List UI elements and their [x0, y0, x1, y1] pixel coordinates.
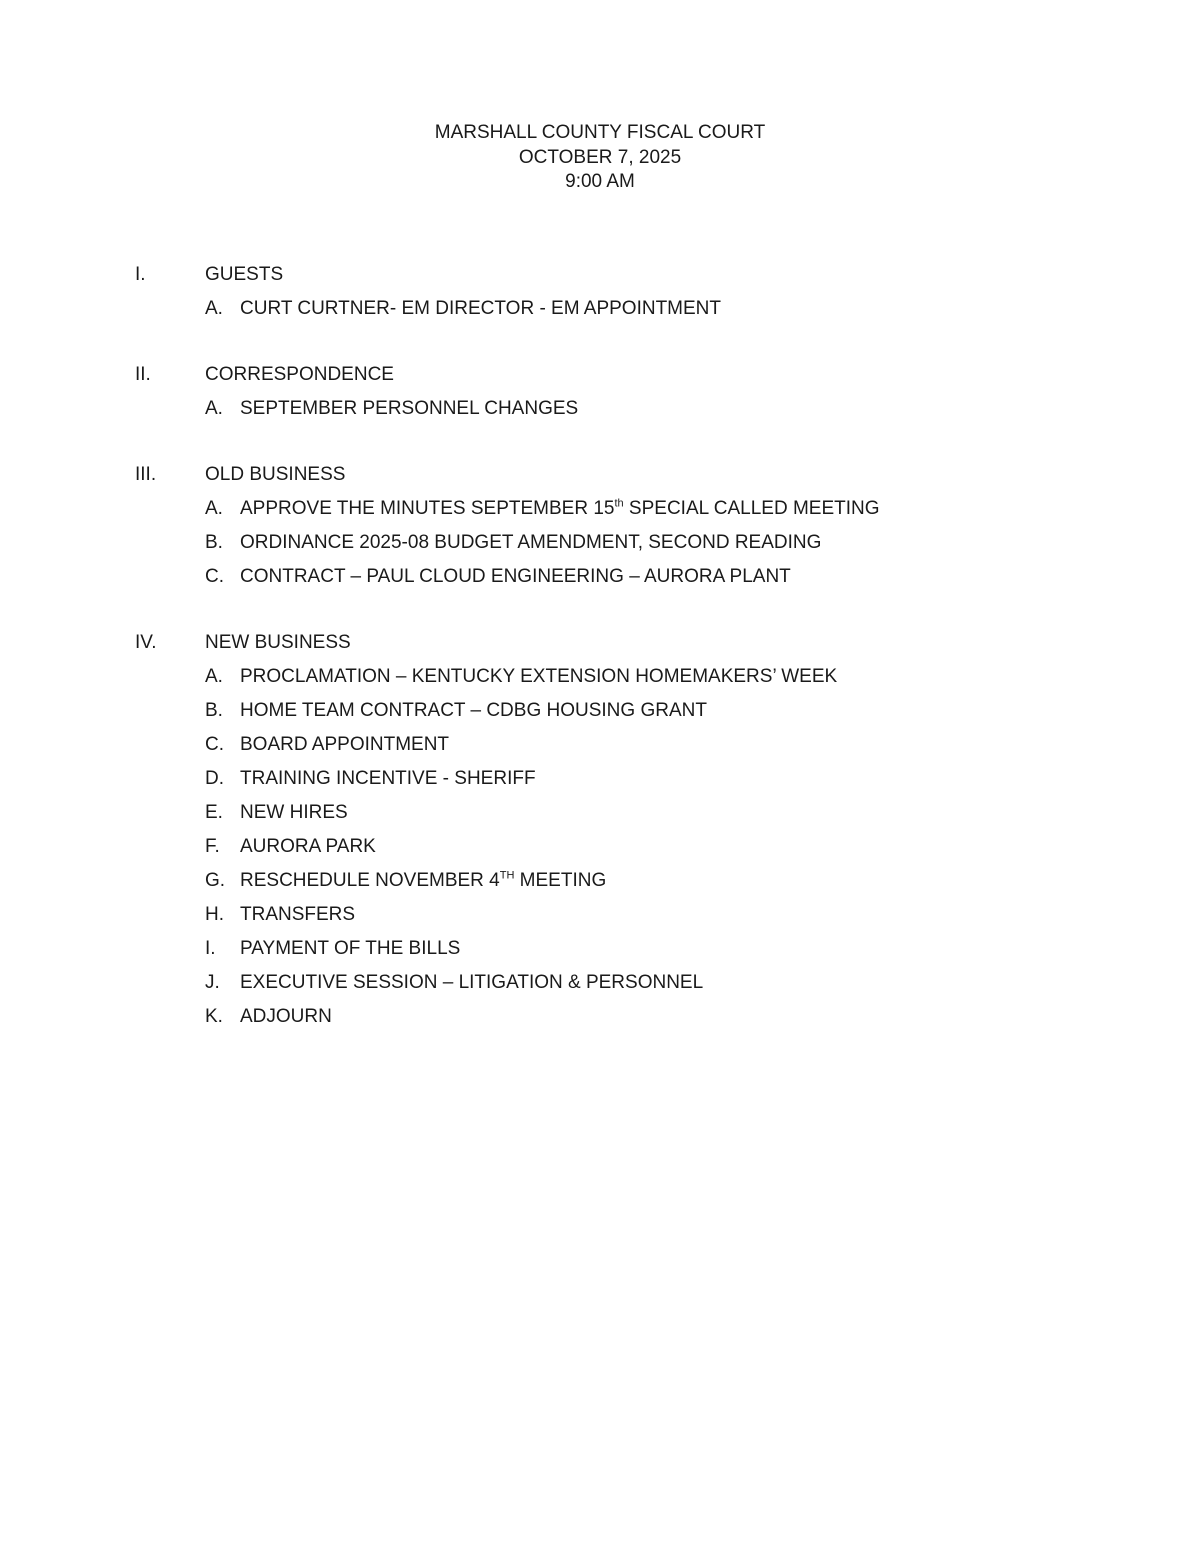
item-letter: A. [205, 298, 223, 319]
agenda-item [0, 530, 1200, 564]
agenda-item [0, 496, 1200, 530]
item-letter: E. [205, 802, 223, 823]
item-text: ADJOURN [240, 1006, 332, 1027]
item-text: CURT CURTNER- EM DIRECTOR - EM APPOINTMENT [240, 298, 722, 319]
agenda-item [0, 936, 1200, 970]
item-text-rest: SPECIAL CALLED MEETING [623, 498, 880, 519]
item-letter: B. [205, 700, 223, 721]
agenda-item [0, 868, 1200, 902]
section-items [0, 664, 1200, 1038]
agenda-section-new-business [0, 630, 1200, 1038]
item-letter: A. [205, 666, 223, 687]
agenda-item [0, 902, 1200, 936]
item-text [240, 496, 880, 522]
section-heading [0, 262, 1200, 288]
item-letter: H. [205, 904, 224, 925]
item-text: PAYMENT OF THE BILLS [240, 938, 461, 959]
section-number: III. [135, 464, 157, 485]
section-items [0, 496, 1200, 598]
item-text [240, 868, 606, 894]
section-items [0, 296, 1200, 330]
meeting-time: 9:00 AM [565, 171, 635, 192]
section-heading [0, 630, 1200, 656]
item-letter: F. [205, 836, 220, 857]
agenda-item [0, 766, 1200, 800]
ordinal-suffix: TH [499, 869, 515, 882]
agenda-item [0, 800, 1200, 834]
item-text: BOARD APPOINTMENT [240, 734, 450, 755]
court-name: MARSHALL COUNTY FISCAL COURT [434, 122, 766, 143]
section-title: NEW BUSINESS [205, 632, 351, 653]
section-title: CORRESPONDENCE [205, 364, 394, 385]
item-text: NEW HIRES [240, 802, 348, 823]
item-text-main: RESCHEDULE NOVEMBER 4 [240, 870, 500, 891]
item-letter: A. [205, 498, 223, 519]
item-text: HOME TEAM CONTRACT – CDBG HOUSING GRANT [240, 700, 707, 721]
agenda-item [0, 564, 1200, 598]
ordinal-suffix: th [614, 497, 624, 510]
agenda-item [0, 296, 1200, 330]
item-letter: C. [205, 566, 224, 587]
item-letter: A. [205, 398, 223, 419]
item-text: PROCLAMATION – KENTUCKY EXTENSION HOMEMAKERS’ WEEK [240, 666, 838, 687]
document-header [0, 121, 1200, 195]
item-letter: I. [205, 938, 216, 959]
agenda-item [0, 1004, 1200, 1038]
section-heading [0, 362, 1200, 388]
item-text: ORDINANCE 2025-08 BUDGET AMENDMENT, SECOND READING [240, 532, 822, 553]
section-heading [0, 462, 1200, 488]
section-items [0, 396, 1200, 430]
item-text: CONTRACT – PAUL CLOUD ENGINEERING – AURORA PLANT [240, 566, 791, 587]
item-text: AURORA PARK [240, 836, 376, 857]
agenda-item [0, 834, 1200, 868]
item-letter: K. [205, 1006, 223, 1027]
section-title: OLD BUSINESS [205, 464, 346, 485]
section-number: II. [135, 364, 151, 385]
item-text: TRAINING INCENTIVE - SHERIFF [240, 768, 536, 789]
section-number: I. [135, 264, 146, 285]
agenda-item [0, 698, 1200, 732]
section-title: GUESTS [205, 264, 284, 285]
section-number: IV. [135, 632, 157, 653]
item-letter: G. [205, 870, 226, 891]
item-text-rest: MEETING [514, 870, 607, 891]
item-letter: J. [205, 972, 220, 993]
item-letter: C. [205, 734, 224, 755]
agenda-item [0, 732, 1200, 766]
agenda-section-old-business [0, 462, 1200, 598]
agenda-section-correspondence [0, 362, 1200, 430]
agenda-item [0, 664, 1200, 698]
item-letter: D. [205, 768, 224, 789]
item-text: TRANSFERS [240, 904, 356, 925]
item-letter: B. [205, 532, 223, 553]
item-text: EXECUTIVE SESSION – LITIGATION & PERSONNEL [240, 972, 704, 993]
agenda-item [0, 970, 1200, 1004]
item-text-main: APPROVE THE MINUTES SEPTEMBER 15 [240, 498, 615, 519]
meeting-date: OCTOBER 7, 2025 [518, 146, 682, 168]
agenda-item [0, 396, 1200, 430]
item-text: SEPTEMBER PERSONNEL CHANGES [240, 398, 579, 419]
agenda [0, 262, 1200, 1070]
agenda-section-guests [0, 262, 1200, 330]
